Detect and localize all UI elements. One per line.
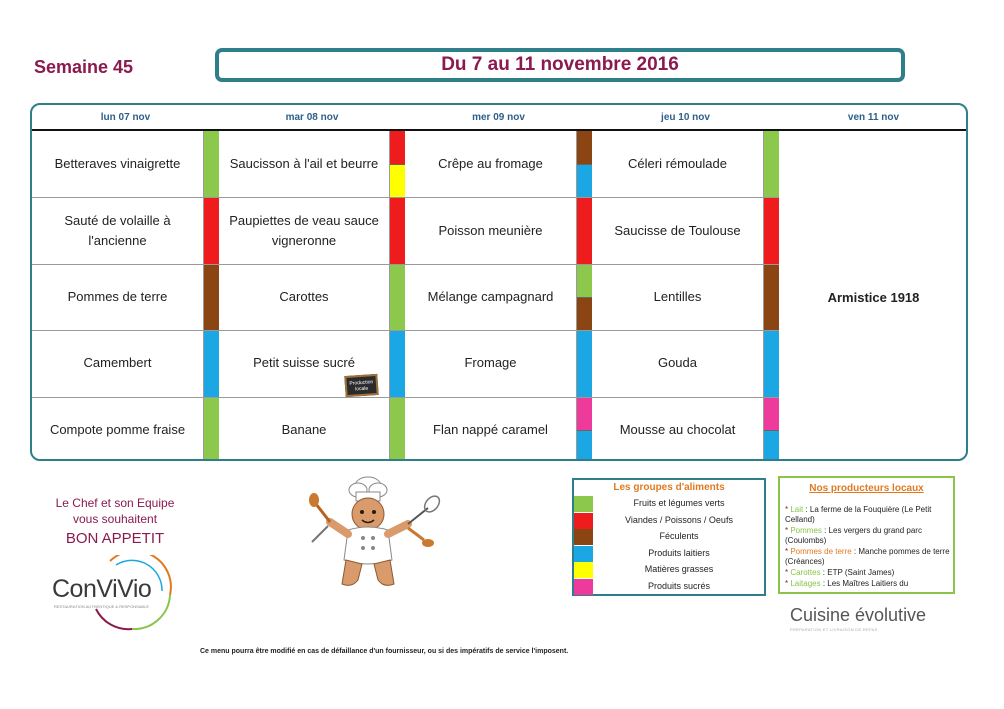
holiday-cell: Armistice 1918 — [827, 289, 920, 305]
food-group-bar-green — [203, 397, 219, 461]
day-header-1: mar 08 nov — [285, 111, 339, 123]
menu-table — [30, 103, 968, 461]
column-divider — [203, 131, 204, 461]
food-group-bar-pink — [576, 397, 592, 430]
producer-product: Carottes — [790, 568, 821, 577]
cuisine-evolutive-logo — [790, 605, 950, 635]
food-group-bar-green — [389, 264, 405, 330]
menu-item: Fromage — [464, 355, 517, 371]
row-divider — [592, 330, 779, 331]
food-group-bar-red — [763, 197, 779, 263]
row-divider — [405, 197, 592, 198]
column-divider — [763, 131, 764, 461]
food-group-bar-red — [389, 131, 405, 164]
row-divider — [405, 330, 592, 331]
legend-row — [574, 579, 764, 596]
day-header-4: ven 11 nov — [847, 111, 900, 123]
legend-label: Féculents — [659, 531, 699, 541]
legend-row — [574, 496, 764, 513]
menu-item: Carottes — [279, 288, 329, 304]
row-divider — [32, 197, 219, 198]
menu-item: Compote pomme fraise — [49, 421, 186, 437]
food-group-bar-blue — [389, 330, 405, 396]
menu-item: Crêpe au fromage — [438, 156, 543, 172]
food-group-bar-blue — [576, 330, 592, 396]
food-group-bar-yellow — [389, 164, 405, 197]
menu-item: Pommes de terre — [67, 288, 168, 304]
menu-item: Gouda — [657, 355, 698, 371]
food-group-bar-blue — [763, 430, 779, 461]
legend-label: Matières grasses — [644, 564, 714, 574]
row-divider — [592, 197, 779, 198]
food-group-bar-brown — [203, 264, 219, 330]
chef-mascot-icon — [308, 472, 448, 597]
legend-row — [574, 513, 764, 530]
day-header-2: mer 09 nov — [472, 111, 525, 123]
chef-line-2: vous souhaitent — [72, 512, 158, 526]
legend-swatch-pink — [574, 579, 593, 595]
food-group-bar-pink — [763, 397, 779, 430]
row-divider — [219, 397, 405, 398]
column-divider — [389, 131, 390, 461]
column-divider — [576, 131, 577, 461]
food-group-bar-blue — [576, 430, 592, 461]
cuisine-tagline: PRÉPARATION ET LIVRAISON DE REPAS — [790, 627, 878, 632]
legend-swatch-yellow — [574, 562, 593, 578]
date-range-banner — [215, 48, 905, 82]
disclaimer: Ce menu pourra être modifié en cas de défaillance d'un fournisseur, ou si des impératifs de service l'imposent. — [200, 648, 569, 655]
producer-name: : Les vergers du grand parc (Coulombs) — [785, 526, 922, 545]
food-group-bar-brown — [576, 297, 592, 330]
food-group-bar-brown — [763, 264, 779, 330]
convivio-logo — [52, 555, 177, 633]
food-group-bar-green — [576, 264, 592, 297]
row-divider — [219, 264, 405, 265]
chef-line-1: Le Chef et son Equipe — [55, 496, 175, 510]
chef-message — [40, 495, 190, 549]
day-header-3: jeu 10 nov — [661, 111, 710, 123]
producer-item: * Pommes : Les vergers du grand parc (Coulombs) — [785, 526, 922, 545]
producer-product: Laitages — [790, 579, 821, 588]
legend-swatch-brown — [574, 529, 593, 545]
row-divider — [219, 197, 405, 198]
food-group-bar-blue — [763, 330, 779, 396]
food-group-bar-green — [763, 131, 779, 197]
row-divider — [592, 397, 779, 398]
menu-item: Sauté de volaille à l'ancienne — [64, 212, 171, 248]
row-divider — [405, 397, 592, 398]
cuisine-name: Cuisine évolutive — [790, 605, 927, 625]
menu-item: Camembert — [83, 355, 152, 371]
row-divider — [592, 264, 779, 265]
legend-swatch-blue — [574, 546, 593, 562]
menu-item: Betteraves vinaigrette — [54, 156, 181, 172]
producer-name: : Manche pommes de terre (Créances) — [785, 547, 950, 566]
food-group-bar-blue — [576, 164, 592, 197]
legend-row — [574, 562, 764, 579]
food-groups-legend — [572, 478, 766, 596]
producer-product: Pommes de terre — [790, 547, 852, 556]
producers-title: Nos producteurs locaux — [809, 483, 924, 494]
legend-label: Produits sucrés — [647, 580, 711, 591]
convivio-name: ConViVio — [52, 575, 152, 603]
producer-item: * Laitages : Les Maîtres Laitiers du — [785, 579, 909, 588]
producer-product: Pommes — [790, 526, 822, 535]
menu-item: Petit suisse sucré — [253, 355, 355, 371]
menu-item: Paupiettes de veau sauce vigneronne — [229, 212, 379, 248]
food-group-bar-red — [203, 197, 219, 263]
local-producers-box — [778, 476, 955, 594]
day-header-0: lun 07 nov — [100, 111, 151, 123]
legend-label: Fruits et légumes verts — [633, 498, 725, 508]
row-divider — [405, 264, 592, 265]
producer-item: * Lait : La ferme de la Fouquière (Le Petit Celland) — [785, 505, 932, 524]
menu-item: Saucisson à l'ail et beurre — [229, 156, 379, 172]
food-group-bar-green — [389, 397, 405, 461]
menu-item: Banane — [281, 421, 327, 437]
food-group-bar-blue — [203, 330, 219, 396]
producer-name: : ETP (Saint James) — [820, 568, 895, 577]
menu-item: Mousse au chocolat — [619, 421, 736, 437]
legend-row — [574, 546, 764, 563]
legend-row — [574, 529, 764, 546]
legend-swatch-green — [574, 496, 593, 512]
menu-item: Lentilles — [653, 288, 702, 304]
chef-line-3: BON APPETIT — [65, 530, 165, 547]
date-range-text: Du 7 au 11 novembre 2016 — [441, 54, 679, 75]
row-divider — [32, 264, 219, 265]
legend-label: Produits laitiers — [648, 547, 710, 558]
menu-item: Flan nappé caramel — [433, 421, 548, 437]
food-group-bar-brown — [576, 131, 592, 164]
food-group-bar-green — [203, 131, 219, 197]
local-production-badge: Production locale — [344, 374, 378, 397]
producer-name: : Les Maîtres Laitiers du — [820, 579, 909, 588]
food-group-bar-red — [576, 197, 592, 263]
legend-label: Viandes / Poissons / Oeufs — [625, 514, 733, 525]
producer-product: Lait — [790, 505, 804, 514]
week-label: Semaine 45 — [34, 57, 134, 77]
row-divider — [32, 397, 219, 398]
menu-item: Mélange campagnard — [427, 288, 554, 304]
convivio-tagline: RESTAURATION AUTHENTIQUE & RESPONSABLE — [54, 604, 149, 609]
menu-item: Céleri rémoulade — [628, 156, 727, 172]
legend-swatch-red — [574, 513, 593, 529]
row-divider — [32, 330, 219, 331]
food-group-bar-red — [389, 197, 405, 263]
menu-item: Poisson meunière — [438, 222, 543, 238]
row-divider — [219, 330, 405, 331]
legend-title: Les groupes d'aliments — [613, 482, 725, 493]
menu-item: Saucisse de Toulouse — [614, 222, 741, 238]
producer-item: * Pommes de terre : Manche pommes de terre (Créances) — [785, 547, 950, 566]
producer-item: * Carottes : ETP (Saint James) — [785, 568, 895, 577]
producer-name: : La ferme de la Fouquière (Le Petit Celland) — [785, 505, 932, 524]
